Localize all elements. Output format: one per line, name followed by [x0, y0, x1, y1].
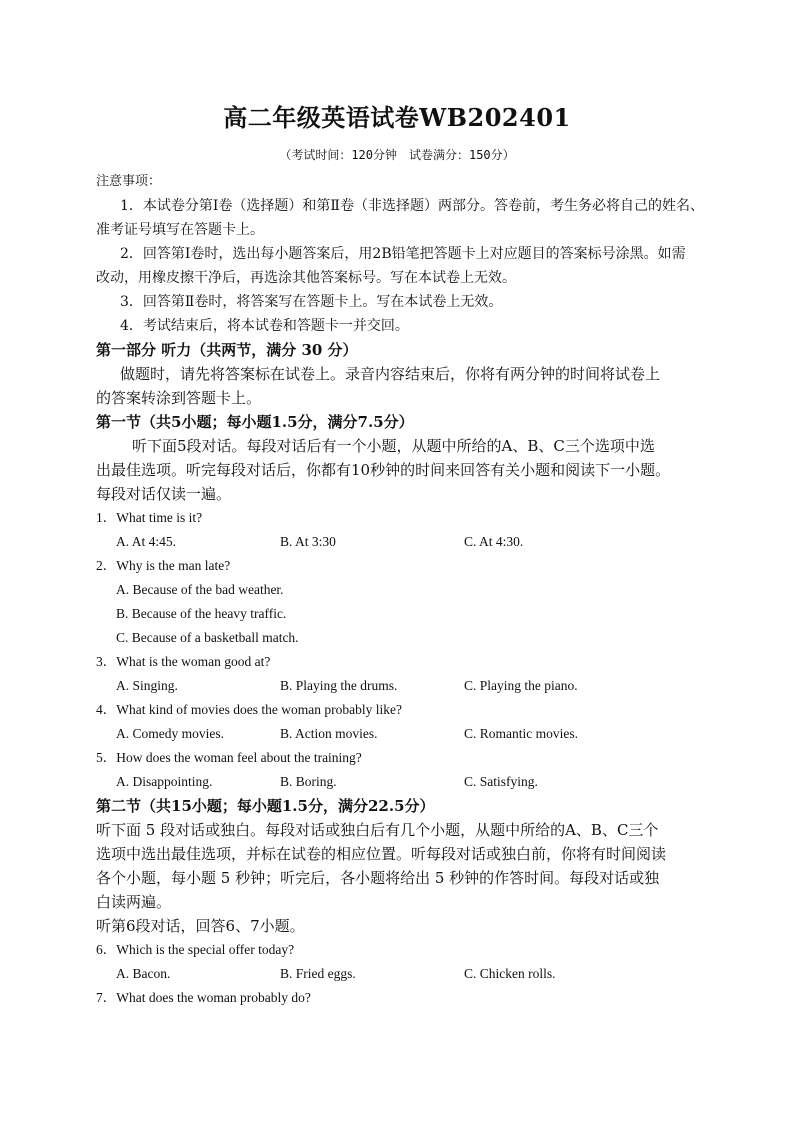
question-stem: 2．Why is the man late?	[96, 558, 231, 573]
section2-heading: 第二节（共15小题；每小题1.5分，满分22.5分）	[96, 797, 435, 815]
dialog-instruction: 听第6段对话，回答6、7小题。	[96, 917, 305, 935]
option-b: B. Playing the drums.	[280, 678, 398, 693]
section2-intro: 选项中选出最佳选项，并标在试卷的相应位置。听每段对话或独白前，你将有时间阅读	[96, 845, 667, 863]
option-b: B. Boring.	[280, 774, 337, 789]
option-c: C. Because of a basketball match.	[116, 630, 299, 645]
question-stem: 5．How does the woman feel about the training?	[96, 750, 362, 765]
question-options	[96, 530, 706, 554]
part1-intro: 做题时，请先将答案标在试卷上。录音内容结束后，你将有两分钟的时间将试卷上	[120, 365, 661, 383]
question-stem: 6．Which is the special offer today?	[96, 942, 295, 957]
question-stem: 1．What time is it?	[96, 510, 203, 525]
section1-intro: 每段对话仅读一遍。	[96, 485, 232, 503]
notice-item: 改动，用橡皮擦干净后，再选涂其他答案标号。写在本试卷上无效。	[96, 270, 516, 286]
notice-item: 4．考试结束后，将本试卷和答题卡一并交回。	[120, 318, 409, 334]
part1-intro: 的答案转涂到答题卡上。	[96, 389, 262, 407]
exam-info: （考试时间：120分钟 试卷满分：150分）	[279, 148, 515, 162]
question-options	[96, 722, 706, 746]
section1-intro: 出最佳选项。听完每段对话后，你都有10秒钟的时间来回答有关小题和阅读下一小题。	[96, 461, 671, 479]
question-stem: 3．What is the woman good at?	[96, 654, 271, 669]
option-c: C. Satisfying.	[464, 774, 538, 789]
option-b: B. Fried eggs.	[280, 966, 356, 981]
option-c: C. At 4:30.	[464, 534, 524, 549]
option-a: A. Bacon.	[116, 966, 171, 981]
page-title: 高二年级英语试卷WB202401	[223, 103, 571, 132]
option-c: C. Playing the piano.	[464, 678, 578, 693]
option-a: A. At 4:45.	[116, 534, 177, 549]
option-c: C. Chicken rolls.	[464, 966, 556, 981]
option-b: B. Action movies.	[280, 726, 378, 741]
notice-label: 注意事项：	[96, 174, 162, 189]
part1-heading: 第一部分 听力（共两节，满分 30 分）	[96, 341, 358, 359]
exam-content	[96, 170, 706, 1010]
option-b: B. Because of the heavy traffic.	[116, 606, 287, 621]
section2-intro: 各个小题，每小题 5 秒钟；听完后，各小题将给出 5 秒钟的作答时间。每段对话或独	[96, 869, 660, 887]
notice-item: 准考证号填写在答题卡上。	[96, 222, 264, 238]
notice-item: 2．回答第Ⅰ卷时，选出每小题答案后，用2B铅笔把答题卡上对应题目的答案标号涂黑。如需	[120, 246, 686, 262]
section1-heading: 第一节（共5小题；每小题1.5分，满分7.5分）	[96, 413, 414, 431]
option-b: B. At 3:30	[280, 534, 336, 549]
question-stem: 4．What kind of movies does the woman probably like?	[96, 702, 402, 717]
option-a: A. Comedy movies.	[116, 726, 224, 741]
notice-item: 1．本试卷分第Ⅰ卷（选择题）和第Ⅱ卷（非选择题）两部分。答卷前，考生务必将自己的姓名、	[120, 198, 704, 214]
section2-intro: 白读两遍。	[96, 893, 172, 911]
question-options	[96, 770, 706, 794]
option-a: A. Because of the bad weather.	[116, 582, 284, 597]
question-options	[96, 674, 706, 698]
option-a: A. Singing.	[116, 678, 178, 693]
section1-intro: 听下面5段对话。每段对话后有一个小题，从题中所给的A、B、C三个选项中选	[132, 437, 655, 455]
option-c: C. Romantic movies.	[464, 726, 578, 741]
notice-item: 3．回答第Ⅱ卷时，将答案写在答题卡上。写在本试卷上无效。	[120, 294, 503, 310]
section2-intro: 听下面 5 段对话或独白。每段对话或独白后有几个小题，从题中所给的A、B、C三个	[96, 821, 659, 839]
question-options	[96, 962, 706, 986]
option-a: A. Disappointing.	[116, 774, 213, 789]
question-stem: 7．What does the woman probably do?	[96, 990, 311, 1005]
